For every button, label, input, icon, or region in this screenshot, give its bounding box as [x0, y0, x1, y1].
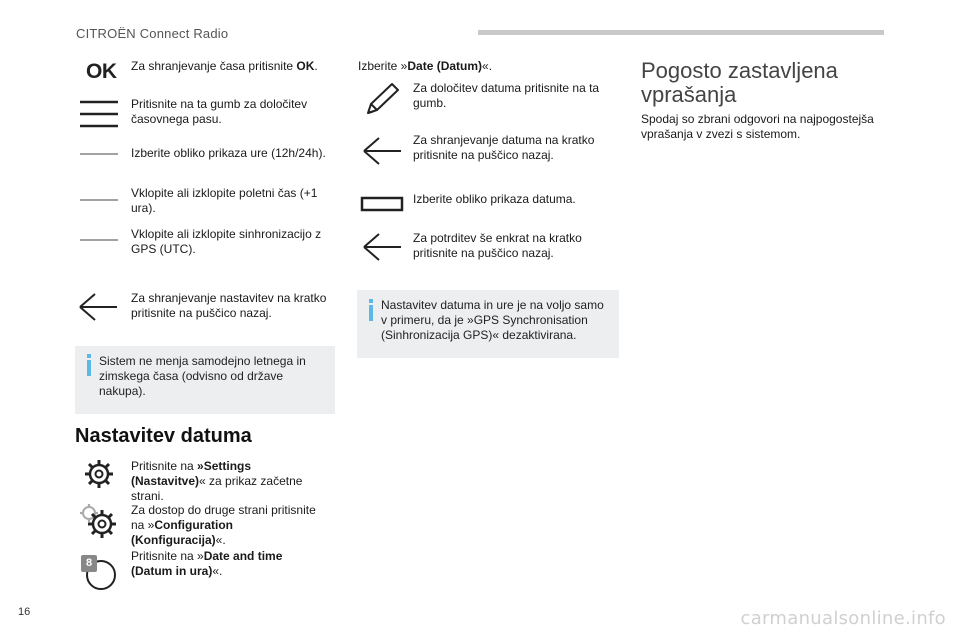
info-icon-dot — [369, 299, 373, 303]
page-badge: 8 — [81, 555, 97, 572]
row-text-date-format: Izberite obliko prikaza datuma. — [413, 192, 576, 206]
info-icon-bar — [87, 360, 91, 376]
row-text-settings: Pritisnite na »Settings (Nastavitve)« za prikaz začetne strani. — [131, 459, 303, 503]
back-arrow-icon — [361, 232, 403, 262]
row-text-timezone: Pritisnite na ta gumb za določitev časovnega pasu. — [131, 97, 308, 126]
row-text-confirm: Za potrditev še enkrat na kratko pritisnite na puščico nazaj. — [413, 231, 582, 260]
row-text-pencil: Za določitev datuma pritisnite na ta gumb. — [413, 81, 600, 110]
back-arrow-icon — [361, 136, 403, 166]
section-title: Nastavitev datuma — [75, 425, 252, 447]
toggle-line-icon — [78, 151, 120, 157]
double-gear-icon — [78, 502, 118, 540]
toggle-line-icon — [78, 197, 120, 203]
faq-title: Pogosto zastavljena vprašanja — [641, 58, 838, 107]
row-text-dst: Vklopite ali izklopite poletni čas (+1 ura). — [131, 186, 318, 215]
back-arrow-icon — [77, 292, 119, 322]
info-note-date-text: Nastavitev datuma in ure je na voljo samo v primeru, da je »GPS Synchronisation (Sinhronizacija GPS)« dezaktivirana. — [381, 298, 604, 342]
pencil-icon — [362, 80, 402, 118]
page-number: 16 — [18, 606, 31, 618]
info-icon-dot — [87, 354, 91, 358]
watermark: carmanualsonline.info — [740, 608, 946, 629]
row-text-format: Izberite obliko prikaza ure (12h/24h). — [131, 146, 326, 160]
info-note-date — [357, 290, 619, 358]
info-icon-bar — [369, 305, 373, 321]
faq-text: Spodaj so zbrani odgovori na najpogostejša vprašanja v zvezi s sistemom. — [641, 112, 874, 141]
row-text-gps: Vklopite ali izklopite sinhronizacijo z GPS (UTC). — [131, 227, 322, 256]
row-text-date-time: Pritisnite na »Date and time (Datum in ura)«. — [131, 549, 283, 578]
middle-intro: Izberite »Date (Datum)«. — [358, 59, 493, 73]
menu-icon — [78, 98, 120, 130]
row-text-save: Za shranjevanje nastavitev na kratko pritisnite na puščico nazaj. — [131, 291, 327, 320]
row-text-configuration: Za dostop do druge strani pritisnite na »Configuration (Konfiguracija)«. — [131, 503, 316, 547]
rectangle-icon — [360, 196, 404, 212]
gear-icon — [84, 459, 114, 489]
ok-icon: OK — [86, 60, 117, 83]
running-header: CITROËN Connect Radio — [76, 26, 229, 41]
row-text-ok: Za shranjevanje časa pritisnite OK. — [131, 59, 318, 73]
info-note — [75, 346, 335, 414]
toggle-line-icon — [78, 237, 120, 243]
info-note-text: Sistem ne menja samodejno letnega in zimskega časa (odvisno od države nakupa). — [99, 354, 306, 398]
header-divider — [478, 30, 884, 35]
row-text-save-date: Za shranjevanje datuma na kratko pritisnite na puščico nazaj. — [413, 133, 595, 162]
